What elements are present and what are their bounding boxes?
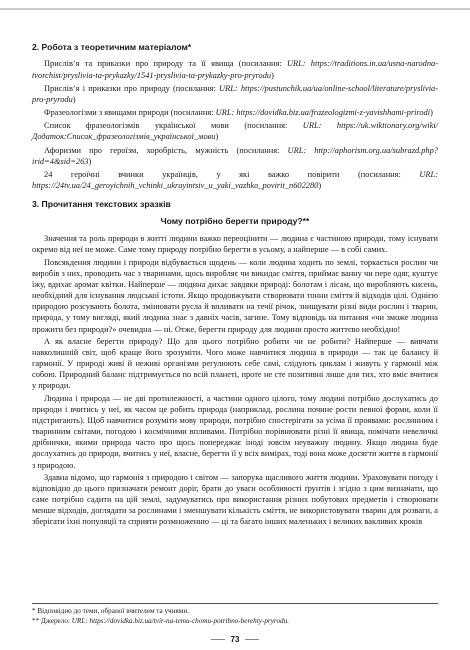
- footnotes: [32, 603, 438, 626]
- resource-url[interactable]: URL: https://uk.wiktionary.org/wiki/Додаток:Список_фразеологізмів_української_мови: [32, 121, 438, 142]
- page-number: [0, 635, 470, 644]
- section-2-heading: 2. Робота з теоретичним матеріалом*: [32, 42, 192, 52]
- resource-url[interactable]: URL: https://24tv.ua/24_geroyichnih_vchinki_ukrayintsiv_u_yaki_vazhko_povirit_n602280: [32, 169, 438, 191]
- resource-item: [32, 169, 438, 191]
- resource-end: ): [430, 108, 433, 118]
- resource-item: [32, 83, 438, 105]
- section-3-heading: 3. Прочитання текстових зразків: [32, 199, 171, 210]
- resource-end: ): [318, 181, 322, 191]
- resource-text: Прислів’я та приказки про природу та її явища (посилання:: [44, 59, 287, 69]
- footnote: [32, 616, 438, 626]
- resource-item: [32, 145, 438, 167]
- resource-end: ): [271, 70, 274, 80]
- text-paragraph: Здавна відомо, що гармонія з природою і світом — запорука щасливого життя людини. Ураховувати погоду і відповідно до цього призначати ремонт доріг, брати до уваги особливості ґрунтів і згідно з цим визначати, що саме потрібно садити на цій землі, задумуватись про використання різних побутових предметів і створювати менше відходів, доглядати за рослинами і зменшувати кількість сміття, не використовувати тварин для розваги, а зберігати їхні популяції та сприяти розмноженню — ці та багато інших маленьких і великих вакливих кроків: [32, 472, 438, 527]
- resource-end: ): [72, 94, 76, 104]
- page-content: [32, 18, 438, 632]
- resource-item: [32, 58, 438, 80]
- text-title: Чому потрібно берегти природу?**: [160, 215, 310, 226]
- text-paragraph: Людина і природа — не дві протилежності, а частини одного цілого, тому людині потрібно дослухатись до природи і вчитись у неї, як часом це робить природа (наприклад, рослина почине рости певної форми, коли її підстригають). Щоб навчитися розуміти мову природи, потрібно спостерігати за усіма її проявами: рослинним і тваринним світами, погодою і космічними впливами. Потрібно порівнювати різні її явища, помічати невеличкі дрібнички, якими природа часто про щось попереджає іноді зовсім неуважну людину. Якщо людина буде дослухатись до природи, вчитись у неї, власне, берегти її у всіх вимірах, тоді вона може досягти життя в гармонії з природою.: [32, 393, 438, 470]
- resource-url[interactable]: URL: https://pustunchik.ua/ua/online-school/literature/pryslivia-pro-pryrodu: [32, 83, 439, 104]
- header-rule: [0, 8, 470, 10]
- footnote-text: * Відповідно до теми, обраної вчителем та учнями.: [32, 607, 190, 615]
- resource-text: Фразеологізми з явищами природи (посилання:: [44, 108, 216, 118]
- footnote-text: ** Джерело:: [32, 617, 72, 626]
- footnote-url[interactable]: URL: https://dovidka.biz.ua/tvir-na-temu-chomu-potribno-berehty-pryrodu.: [71, 617, 290, 626]
- resource-end: ): [215, 132, 219, 142]
- resource-url[interactable]: URL: https://traditions.in.ua/usna-narodna-tvorchist/pryslivia-ta-prykazky/1541-pryslivia-ta-prykazky-pro-pryrodu: [32, 59, 438, 80]
- resource-text: Прислів’я і приказки про природу (посилання:: [44, 83, 220, 93]
- resource-text: 24 героїчні вчинки українців, у які важко повірити (посилання:: [44, 169, 420, 179]
- footnote: [32, 606, 438, 616]
- text-paragraph: Значення та роль природи в житті людини важко переоцінити — людина є частиною природи, тому існувати окремо від неї не може. Саме тому природу потрібно берегти в усьому, а найперше — в собі самих.: [32, 234, 438, 255]
- text-paragraph: Повсякдення людини і природи відбувається щодень — коли людина ходить по землі, торкається рослин чи виробів з них, проводить час з тваринами, щось виробляє чи викидає сміття, приймає ванну чи пере одяг, куштує їжу, вдихає аромат квітки. Найперше — людина дихає завдяки природі: болотам і лісам, що виробляють кисень, необхідний для існування людської істоти. Якщо продовжувати створювати тонни сміття й відходів цілі. Однією природою розсувають болота, змінювати русла й впливати на течії річок, знищувати різні види рослин і тварин, природа, у тому вигляді, який людина знає з давніх часів, загине. Тому відповідь на питання «чи зможе людина прожити без природи?» очевидна — ні. Отже, берегти природу для людини просто життєво необхідно!: [32, 257, 438, 334]
- resource-url[interactable]: URL: https://dovidka.biz.ua/frazeologizmi-z-yavishhami-prirodi: [215, 108, 431, 118]
- resource-item: [32, 120, 438, 142]
- page-number-dash-right: [245, 639, 259, 640]
- resource-item: [32, 107, 438, 118]
- page-number-text: 73: [230, 635, 240, 644]
- page-number-dash-left: [211, 639, 225, 640]
- text-paragraph: А як власне берегти природу? Що для цього потрібно робити чи не робити? Найперше — вивчати навколишній світ, щоб краще його зрозуміти. Чого може навчитися людина в природи — так це балансу й гармонії. У природі живі й неживі організми регулюють себе самі, слідують циклам і живуть у гармонії між собою. Природний баланс підтримується по всій планеті, проте не сте позитивні лише для тих, хто вміє вчитися у природи.: [32, 336, 438, 391]
- resource-url[interactable]: URL: http://aphorism.org.ua/subrazd.php?irid=4&sid=263: [32, 145, 438, 166]
- resource-end: ): [88, 156, 92, 166]
- resource-text: Афоризми про героїзм, хоробрість, мужність (посилання:: [44, 145, 288, 155]
- resource-text: Список фразеологізмів української мови (посилання:: [44, 121, 303, 131]
